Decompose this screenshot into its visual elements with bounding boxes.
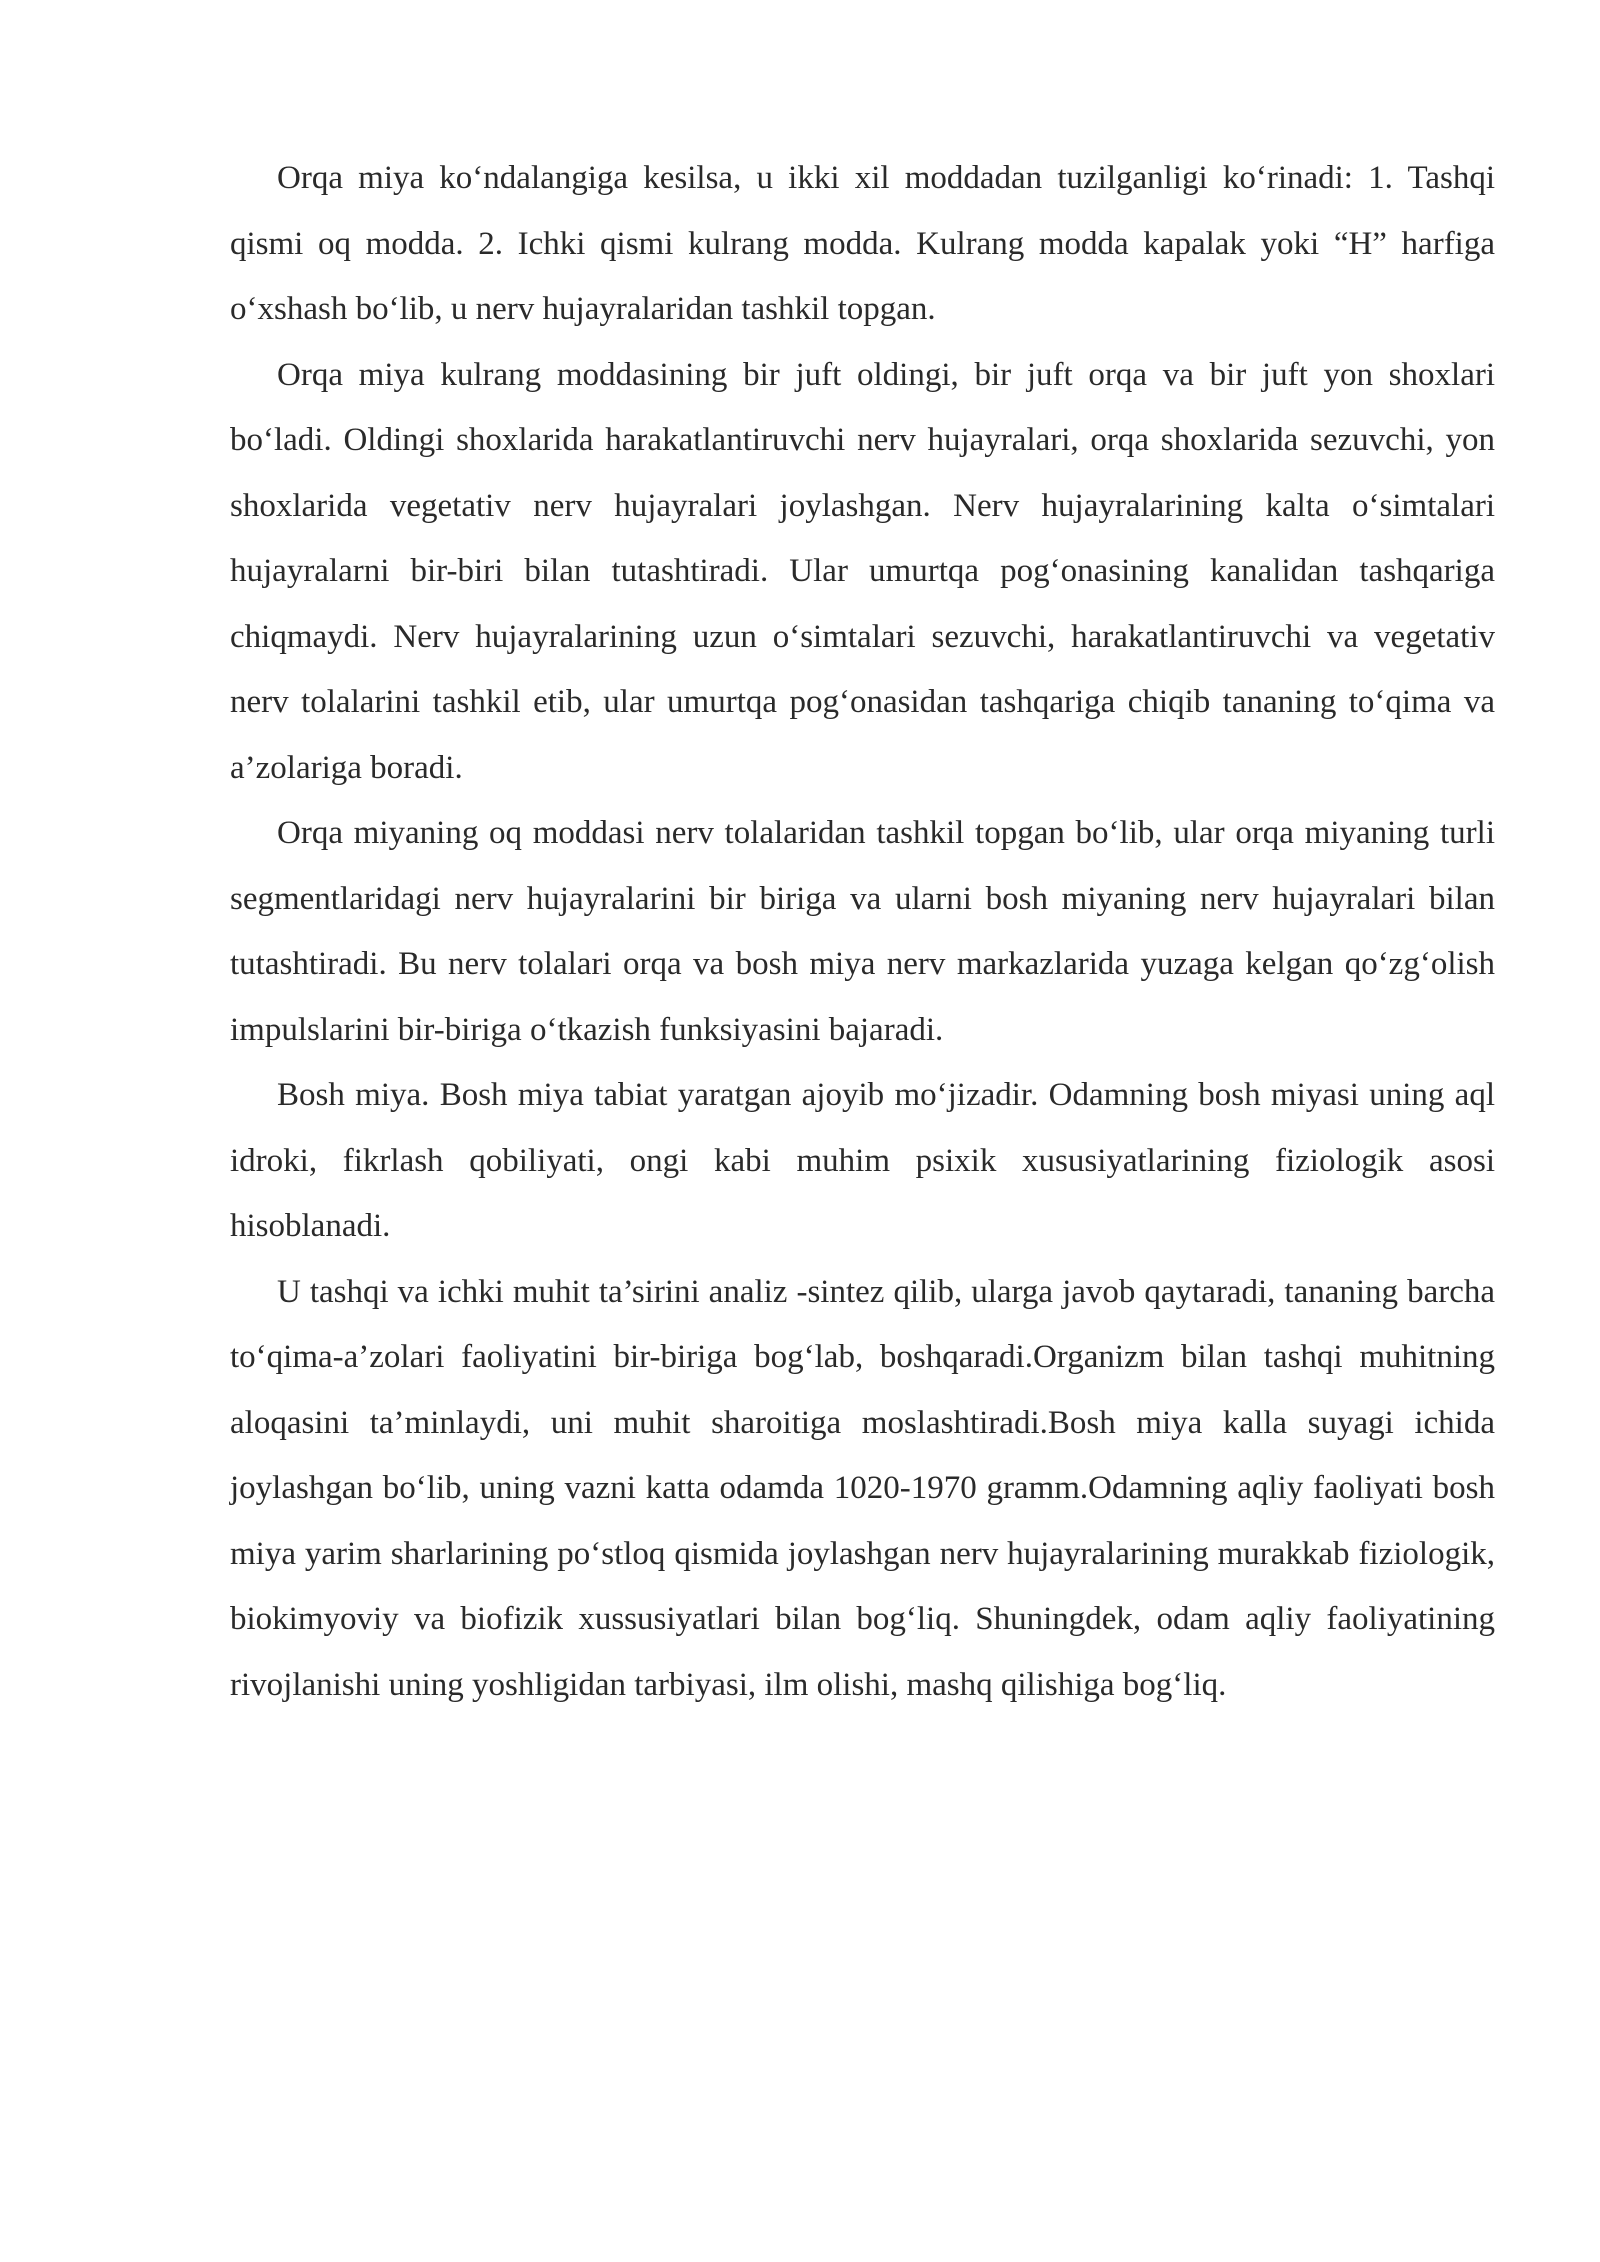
- paragraph-white-matter: Orqa miyaning oq moddasi nerv tolalaridan tashkil topgan bo‘lib, ular orqa miyaning turli segmentlaridagi nerv hujayralarini bir biriga va ularni bosh miyaning nerv hujayralari bilan tutashtiradi. Bu nerv tolalari orqa va bosh miya nerv markazlarida yuzaga kelgan qo‘zg‘olish impulslarini bir-biriga o‘tkazish funksiyasini bajaradi.: [230, 815, 1495, 1048]
- paragraph-gray-matter-horns: Orqa miya kulrang moddasining bir juft oldingi, bir juft orqa va bir juft yon shoxlari bo‘ladi. Oldingi shoxlarida harakatlantiruvchi nerv hujayralari, orqa shoxlarida sezuvchi, yon shoxlarida vegetativ nerv hujayralari joylashgan. Nerv hujayralarining kalta o‘simtalari hujayralarni bir-biri bilan tutashtiradi. Ular umurtqa pog‘onasining kanalidan tashqariga chiqmaydi. Nerv hujayralarining uzun o‘simtalari sezuvchi, harakatlantiruvchi va vegetativ nerv tolalarini tashkil etib, ular umurtqa pog‘onasidan tashqariga chiqib tananing to‘qima va a’zolariga boradi.: [230, 356, 1495, 786]
- paragraph-brain-function: U tashqi va ichki muhit ta’sirini analiz -sintez qilib, ularga javob qaytaradi, tananing barcha to‘qima-a’zolari faoliyatini bir-biriga bog‘lab, boshqaradi.Organizm bilan tashqi muhitning aloqasini ta’minlaydi, uni muhit sharoitiga moslashtiradi.Bosh miya kalla suyagi ichida joylashgan bo‘lib, uning vazni katta odamda 1020-1970 gramm.Odamning aqliy faoliyati bosh miya yarim sharlarining po‘stloq qismida joylashgan nerv hujayralarining murakkab fiziologik, biokimyoviy va biofizik xussusiyatlari bilan bog‘liq. Shuningdek, odam aqliy faoliyatining rivojlanishi uning yoshligidan tarbiyasi, ilm olishi, mashq qilishiga bog‘liq.: [230, 1273, 1495, 1703]
- document-body: [230, 146, 1495, 1718]
- paragraph-spinal-cord-cross-section: Orqa miya ko‘ndalangiga kesilsa, u ikki xil moddadan tuzilganligi ko‘rinadi: 1. Tashqi qismi oq modda. 2. Ichki qismi kulrang modda. Kulrang modda kapalak yoki “H” harfiga o‘xshash bo‘lib, u nerv hujayralaridan tashkil topgan.: [230, 160, 1495, 327]
- paragraph-brain-intro: Bosh miya. Bosh miya tabiat yaratgan ajoyib mo‘jizadir. Odamning bosh miyasi uning aql idroki, fikrlash qobiliyati, ongi kabi muhim psixik xususiyatlarining fiziologik asosi hisoblanadi.: [230, 1077, 1495, 1244]
